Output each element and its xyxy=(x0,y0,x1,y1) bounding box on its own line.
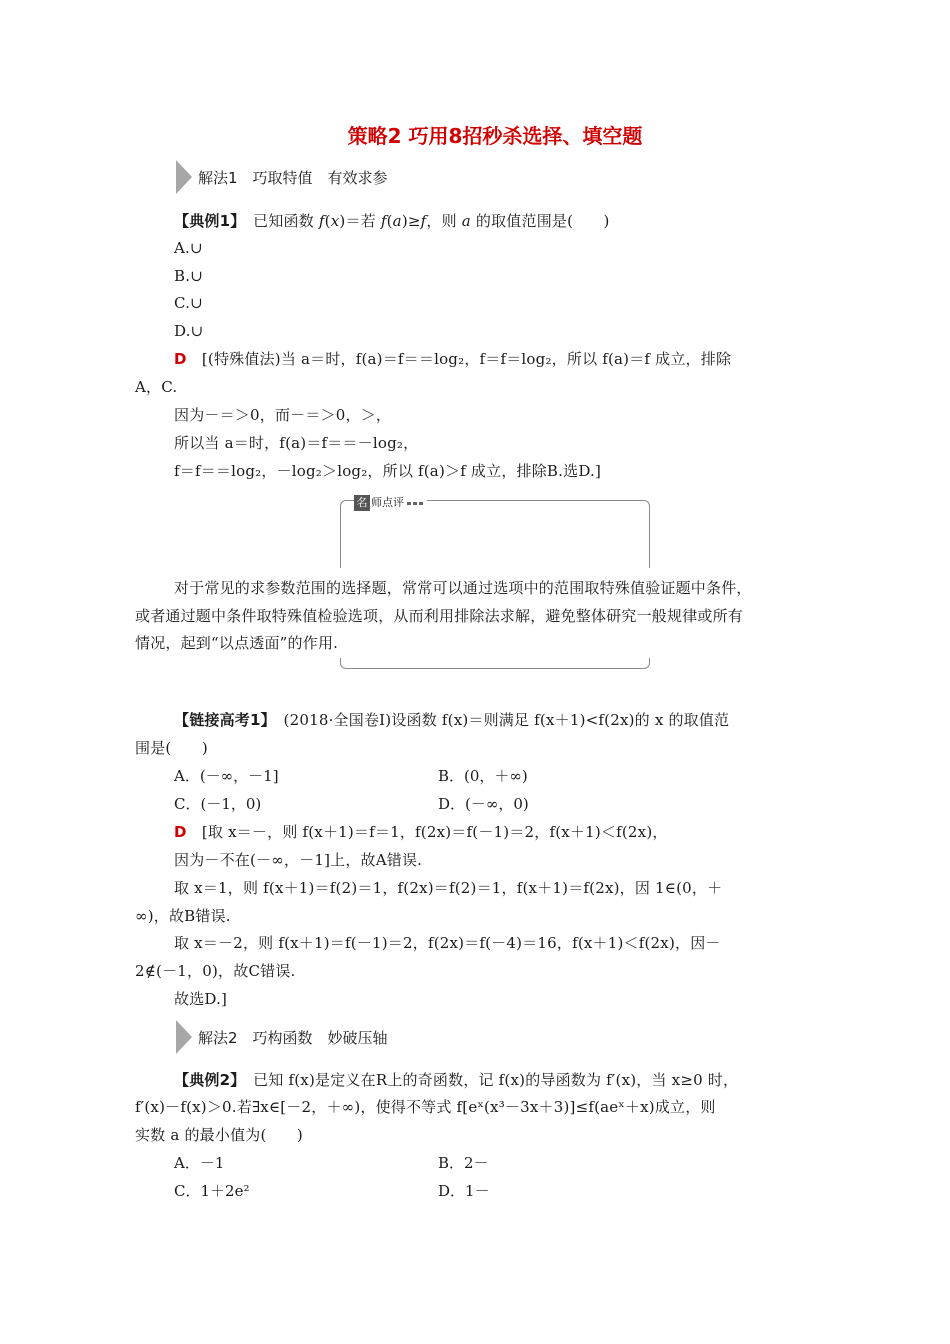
example2-stem-line1: 【典例2】 已知 f(x)是定义在R上的奇函数，记 f(x)的导函数为 f′(x)，当 x≥0 时， xyxy=(174,1071,739,1089)
link1-option-c: C．(－1，0) xyxy=(174,795,262,813)
link1-stem-line2: 围是( ) xyxy=(135,739,208,757)
triangle-icon xyxy=(176,160,192,194)
teacher-note-badge: 名 师点评 xyxy=(354,494,427,512)
triangle-icon xyxy=(176,1020,192,1054)
example2-option-b: B．2－ xyxy=(438,1154,489,1172)
example1-option-c: C.∪ xyxy=(174,294,203,312)
teacher-note-line1: 对于常见的求参数范围的选择题，常常可以通过选项中的范围取特殊值验证题中条件， xyxy=(174,579,752,597)
example1-option-b: B.∪ xyxy=(174,267,203,285)
teacher-note-line2: 或者通过题中条件取特殊值检验选项，从而利用排除法求解，避免整体研究一般规律或所有 xyxy=(135,607,744,625)
example1-solution-line1: D [(特殊值法)当 a＝时，f(a)＝f＝＝log₂，f＝f＝log₂，所以 f(a)＝f 成立，排除 xyxy=(174,350,732,368)
link1-stem-line1: 【链接高考1】 (2018·全国卷Ⅰ)设函数 f(x)＝则满足 f(x＋1)<f(2x)的 x 的取值范 xyxy=(174,711,730,729)
example2-option-d: D．1－ xyxy=(438,1182,490,1200)
example2-option-c: C．1＋2e² xyxy=(174,1182,250,1200)
example1-option-d: D.∪ xyxy=(174,322,204,340)
link1-solution-line7: 故选D.] xyxy=(174,990,228,1008)
method2-heading-text: 解法2 巧构函数 妙破压轴 xyxy=(198,1029,388,1047)
example1-solution-line4: 所以当 a＝时，f(a)＝f＝＝－log₂， xyxy=(174,434,419,452)
link1-option-d: D．(－∞，0) xyxy=(438,795,529,813)
example1-solution-line5: f＝f＝＝log₂，－log₂＞log₂，所以 f(a)＞f 成立，排除B.选D.] xyxy=(174,462,602,480)
link1-answer: D xyxy=(174,823,187,841)
page-title: 策略2 巧用8招秒杀选择、填空题 xyxy=(347,124,643,148)
link1-option-b: B．(0，＋∞) xyxy=(438,767,528,785)
link1-solution-line6: 2∉(－1，0)，故C错误. xyxy=(135,962,296,980)
teacher-badge-icon: 名 xyxy=(354,495,370,511)
link1-solution-line1: D [取 x＝－，则 f(x＋1)＝f＝1，f(2x)＝f(－1)＝2，f(x＋1)＜f(2x)， xyxy=(174,823,668,841)
example2-stem-line2: f′(x)－f(x)＞0.若∃x∈[－2，＋∞)，使得不等式 f[eˣ(x³－3x＋3)]≤f(aeˣ＋x)成立，则 xyxy=(135,1098,716,1116)
example2-option-a: A．－1 xyxy=(174,1154,225,1172)
example1-answer: D xyxy=(174,350,187,368)
teacher-note-line3: 情况，起到“以点透面”的作用. xyxy=(135,634,339,652)
link1-solution-line5: 取 x＝－2，则 f(x＋1)＝f(－1)＝2，f(2x)＝f(－4)＝16，f(x＋1)＜f(2x)，因－ xyxy=(174,934,721,952)
link1-solution-line2: 因为－不在(－∞，－1]上，故A错误. xyxy=(174,851,423,869)
example1-solution-line3: 因为－＝＞0，而－＝＞0，＞， xyxy=(174,406,392,424)
example1-stem: 【典例1】 已知函数 f(x)＝若 f(a)≥f，则 a 的取值范围是( ) xyxy=(174,212,610,230)
link1-option-a: A．(－∞，－1] xyxy=(174,767,279,785)
example2-stem-line3: 实数 a 的最小值为( ) xyxy=(135,1126,303,1144)
example1-option-a: A.∪ xyxy=(174,239,203,257)
dots-icon xyxy=(407,502,423,505)
method1-heading-text: 解法1 巧取特值 有效求参 xyxy=(198,169,388,187)
link1-solution-line4: ∞)，故B错误. xyxy=(135,907,231,925)
link1-solution-line3: 取 x＝1，则 f(x＋1)＝f(2)＝1，f(2x)＝f(2)＝1，f(x＋1)＝f(2x)，因 1∈(0，＋ xyxy=(174,879,723,897)
example1-solution-line2: A，C. xyxy=(135,378,178,396)
